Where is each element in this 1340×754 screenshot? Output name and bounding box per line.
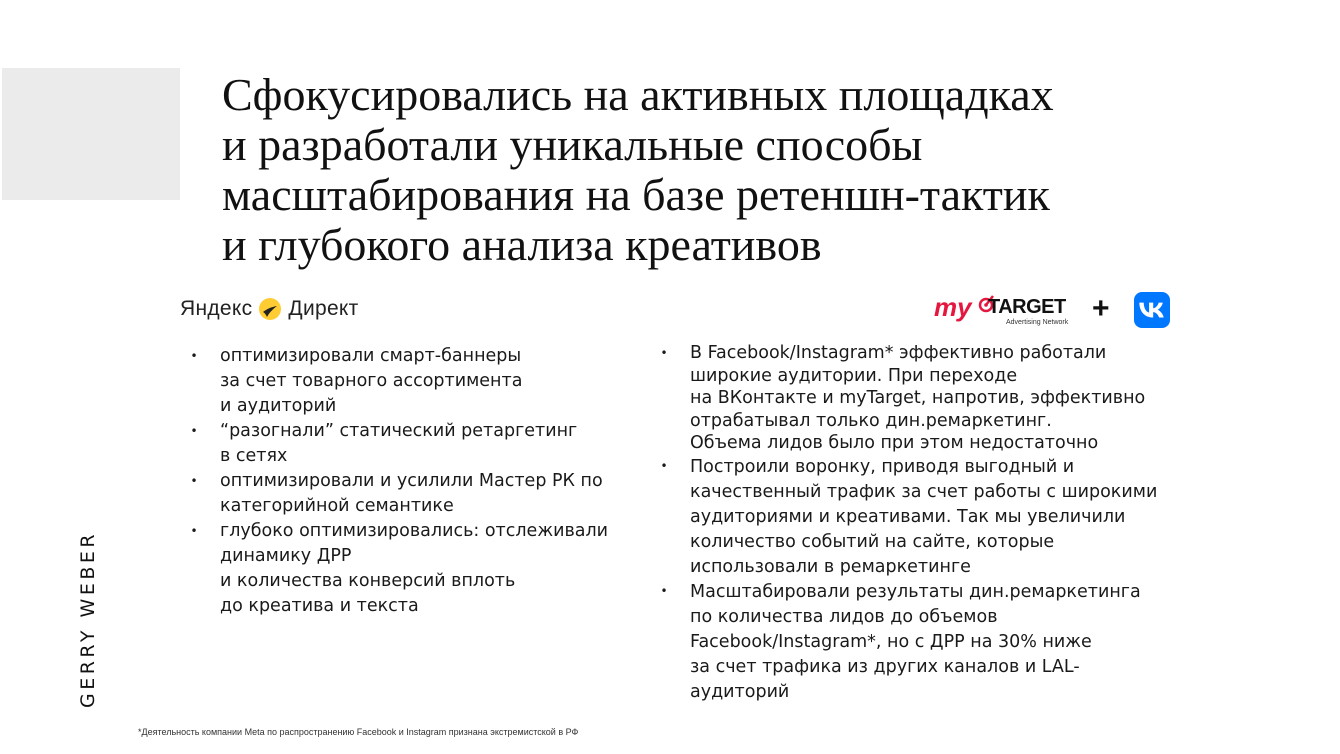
list-item-line: за счет товарного ассортимента bbox=[220, 371, 523, 391]
right-bullet-list bbox=[658, 342, 1178, 705]
bullet: • bbox=[190, 424, 198, 438]
list-item-line: отрабатывал только дин.ремаркетинг. bbox=[690, 410, 1052, 431]
title-line: и глубокого анализа креативов bbox=[222, 219, 822, 270]
brand-vertical-label: GERRY WEBER bbox=[77, 530, 99, 708]
title-line: Сфокусировались на активных площадках bbox=[222, 69, 1054, 120]
yandex-direct-icon bbox=[258, 297, 282, 321]
yandex-direct-logo bbox=[180, 294, 359, 324]
list-item-line: “разогнали” статический ретаргетинг bbox=[220, 421, 578, 441]
direct-word: Директ bbox=[288, 297, 359, 320]
list-item-line: аудиториями и креативами. Так мы увеличили bbox=[690, 506, 1126, 527]
mytarget-logo bbox=[934, 288, 1080, 332]
title-line: масштабирования на базе ретеншн-тактик bbox=[222, 169, 1050, 220]
list-item-line: и аудиторий bbox=[220, 396, 337, 416]
mytarget-target-text: TARGET bbox=[988, 296, 1066, 318]
list-item-line: количество событий на сайте, которые bbox=[690, 531, 1055, 552]
list-item bbox=[658, 580, 1178, 705]
list-item-line: В Facebook/Instagram* эффективно работали bbox=[690, 343, 1107, 363]
bullet: • bbox=[660, 458, 668, 473]
list-item bbox=[188, 519, 648, 619]
left-bullet-list bbox=[188, 344, 648, 619]
vk-icon bbox=[1139, 302, 1165, 318]
list-item-line: Масштабировали результаты дин.ремаркетинга bbox=[690, 581, 1141, 602]
bullet: • bbox=[660, 346, 668, 360]
plus-sign: + bbox=[1092, 292, 1110, 325]
list-item-line: в сетях bbox=[220, 446, 288, 466]
list-item-line: аудиторий bbox=[690, 681, 790, 702]
bullet: • bbox=[190, 474, 198, 488]
list-item-line: Facebook/Instagram*, но с ДРР на 30% ниже bbox=[690, 631, 1092, 652]
mytarget-subtitle: Advertising Network bbox=[1006, 319, 1069, 326]
list-item-line: на ВКонтакте и myTarget, напротив, эффективно bbox=[690, 388, 1146, 408]
list-item-line: Построили воронку, приводя выгодный и bbox=[690, 456, 1075, 477]
list-item-line: оптимизировали и усилили Мастер РК по bbox=[220, 471, 603, 491]
list-item-line: оптимизировали смарт-баннеры bbox=[220, 346, 522, 366]
list-item bbox=[188, 419, 648, 469]
bullet: • bbox=[190, 524, 198, 538]
mytarget-my-text: my bbox=[934, 292, 972, 322]
list-item bbox=[188, 469, 648, 519]
footnote: *Деятельность компании Meta по распространению Facebook и Instagram признана экстремистской в РФ bbox=[138, 727, 579, 737]
list-item-line: качественный трафик за счет работы с широкими bbox=[690, 481, 1158, 502]
list-item bbox=[658, 455, 1178, 580]
list-item bbox=[188, 344, 648, 419]
list-item-line: и количества конверсий вплоть bbox=[220, 571, 516, 591]
vk-logo bbox=[1134, 292, 1170, 328]
list-item-line: широкие аудитории. При переходе bbox=[690, 365, 1018, 386]
list-item-line: глубоко оптимизировались: отслеживали bbox=[220, 521, 609, 541]
gray-decor-block bbox=[2, 68, 180, 200]
bullet: • bbox=[190, 349, 198, 363]
slide-title bbox=[222, 70, 1222, 270]
list-item bbox=[658, 342, 1178, 455]
yandex-word: Яндекс bbox=[180, 297, 253, 320]
bullet: • bbox=[660, 583, 668, 598]
list-item-line: категорийной семантике bbox=[220, 496, 454, 516]
list-item-line: Объема лидов было при этом недостаточно bbox=[690, 433, 1099, 453]
title-line: и разработали уникальные способы bbox=[222, 119, 923, 170]
list-item-line: по количества лидов до объемов bbox=[690, 606, 998, 627]
list-item-line: до креатива и текста bbox=[220, 596, 419, 616]
list-item-line: использовали в ремаркетинге bbox=[690, 556, 971, 577]
list-item-line: за счет трафика из других каналов и LAL- bbox=[690, 656, 1080, 677]
list-item-line: динамику ДРР bbox=[220, 546, 352, 566]
